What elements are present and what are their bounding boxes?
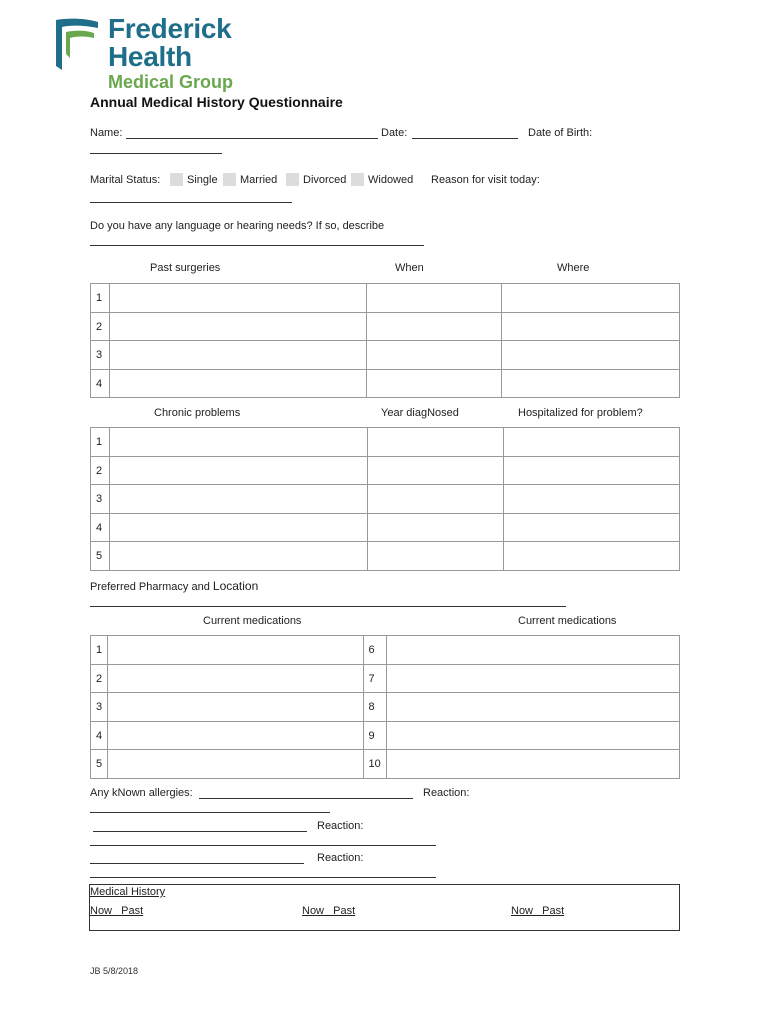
row-number: 2: [91, 313, 110, 341]
checkbox-single[interactable]: [170, 173, 183, 186]
pharmacy-label-location: Location: [212, 579, 259, 593]
row-number: 8: [363, 693, 386, 722]
row-number: 5: [91, 542, 110, 571]
medication-cell[interactable]: [386, 636, 680, 665]
row-number: 1: [91, 636, 108, 665]
chronic-year-cell[interactable]: [367, 485, 504, 514]
date-field[interactable]: [412, 138, 518, 139]
medications-table: [90, 635, 680, 779]
row-number: 2: [91, 665, 108, 693]
reason-visit-field[interactable]: [90, 202, 292, 203]
chronic-problem-cell[interactable]: [109, 428, 367, 457]
reaction-label-2: Reaction:: [317, 820, 364, 832]
medical-history-title: Medical History: [90, 886, 166, 898]
medication-cell[interactable]: [107, 750, 363, 779]
surgery-cell[interactable]: [109, 370, 366, 398]
surgery-where-cell[interactable]: [502, 341, 680, 370]
row-number: 6: [363, 636, 386, 665]
table-row: [91, 485, 680, 514]
surgery-where-cell[interactable]: [502, 370, 680, 398]
table-row: [91, 370, 680, 398]
row-number: 3: [91, 341, 110, 370]
row-number: 2: [91, 457, 110, 485]
surgery-when-cell[interactable]: [366, 370, 502, 398]
surgeries-table: [90, 283, 680, 398]
medical-history-col-1-header: Now Past: [90, 905, 144, 917]
surgery-cell[interactable]: [109, 313, 366, 341]
table-row: [91, 665, 680, 693]
date-label: Date:: [381, 127, 408, 139]
chronic-year-cell[interactable]: [367, 457, 504, 485]
chronic-year-cell[interactable]: [367, 428, 504, 457]
language-question: Do you have any language or hearing needs? If so, describe: [90, 220, 385, 232]
allergy-field-1[interactable]: [199, 798, 413, 799]
table-row: [91, 313, 680, 341]
dob-label: Date of Birth:: [528, 127, 593, 139]
surgery-where-cell[interactable]: [502, 284, 680, 313]
table-row: [91, 636, 680, 665]
medication-cell[interactable]: [107, 693, 363, 722]
checkbox-divorced[interactable]: [286, 173, 299, 186]
row-number: 3: [91, 693, 108, 722]
name-field[interactable]: [126, 138, 378, 139]
dob-field[interactable]: [90, 153, 222, 154]
option-widowed-label: Widowed: [368, 174, 414, 186]
table-row: [91, 457, 680, 485]
row-number: 5: [91, 750, 108, 779]
logo-text-health: Health: [108, 41, 192, 72]
footer-revision: JB 5/8/2018: [90, 966, 139, 976]
reaction-label-1: Reaction:: [423, 787, 470, 799]
surgery-cell[interactable]: [109, 341, 366, 370]
name-label: Name:: [90, 127, 123, 139]
logo-text-medical-group: Medical Group: [108, 72, 234, 92]
surgery-when-cell[interactable]: [366, 313, 502, 341]
marital-status-label: Marital Status:: [90, 174, 161, 186]
surgeries-header-where: Where: [557, 262, 590, 274]
row-number: 1: [91, 284, 110, 313]
row-number: 4: [91, 370, 110, 398]
reaction-label-3: Reaction:: [317, 852, 364, 864]
surgery-where-cell[interactable]: [502, 313, 680, 341]
chronic-year-cell[interactable]: [367, 542, 504, 571]
surgery-when-cell[interactable]: [366, 284, 502, 313]
chronic-problem-cell[interactable]: [109, 542, 367, 571]
allergy-field-3[interactable]: [90, 863, 304, 864]
table-row: [91, 750, 680, 779]
chronic-header-problems: Chronic problems: [154, 407, 241, 419]
pharmacy-field[interactable]: [90, 606, 566, 607]
checkbox-widowed[interactable]: [351, 173, 364, 186]
reason-visit-label: Reason for visit today:: [431, 174, 540, 186]
surgery-when-cell[interactable]: [366, 341, 502, 370]
chronic-hospitalized-cell[interactable]: [504, 485, 680, 514]
medical-history-box: [89, 884, 680, 931]
chronic-year-cell[interactable]: [367, 514, 504, 542]
reaction-field-1[interactable]: [90, 812, 330, 813]
chronic-hospitalized-cell[interactable]: [504, 457, 680, 485]
surgeries-header-past: Past surgeries: [150, 262, 221, 274]
table-row: [91, 284, 680, 313]
frederick-health-logo-icon: [54, 16, 100, 72]
surgeries-header-when: When: [395, 262, 424, 274]
pharmacy-label-text: Preferred Pharmacy and: [90, 581, 213, 593]
chronic-hospitalized-cell[interactable]: [504, 428, 680, 457]
pharmacy-label: [90, 579, 258, 593]
medication-cell[interactable]: [386, 750, 680, 779]
row-number: 1: [91, 428, 110, 457]
table-row: [91, 542, 680, 571]
language-field[interactable]: [90, 245, 424, 246]
row-number: 10: [363, 750, 386, 779]
medication-cell[interactable]: [107, 722, 363, 750]
medication-cell[interactable]: [107, 636, 363, 665]
medications-header-right: Current medications: [518, 615, 617, 627]
chronic-problem-cell[interactable]: [109, 485, 367, 514]
medical-history-col-2-header: Now Past: [302, 905, 356, 917]
chronic-header-year: Year diagNosed: [381, 407, 459, 419]
row-number: 4: [91, 722, 108, 750]
table-row: [91, 693, 680, 722]
medical-history-col-3-header: Now Past: [511, 905, 565, 917]
chronic-hospitalized-cell[interactable]: [504, 542, 680, 571]
medication-cell[interactable]: [386, 722, 680, 750]
row-number: 9: [363, 722, 386, 750]
medication-cell[interactable]: [107, 665, 363, 693]
surgery-cell[interactable]: [109, 284, 366, 313]
medication-cell[interactable]: [386, 665, 680, 693]
table-row: [91, 428, 680, 457]
reaction-field-2[interactable]: [90, 845, 436, 846]
table-row: [91, 514, 680, 542]
medication-cell[interactable]: [386, 693, 680, 722]
option-single-label: Single: [187, 174, 218, 186]
table-row: [91, 341, 680, 370]
reaction-field-3[interactable]: [90, 877, 436, 878]
table-row: [91, 722, 680, 750]
chronic-problem-cell[interactable]: [109, 514, 367, 542]
medications-header-left: Current medications: [203, 615, 302, 627]
allergies-label: Any kNown allergies:: [90, 787, 193, 799]
checkbox-married[interactable]: [223, 173, 236, 186]
chronic-header-hospitalized: Hospitalized for problem?: [518, 407, 643, 419]
row-number: 3: [91, 485, 110, 514]
logo-text-frederick: Frederick: [108, 13, 232, 44]
allergy-field-2[interactable]: [93, 831, 307, 832]
chronic-problem-cell[interactable]: [109, 457, 367, 485]
page-title: Annual Medical History Questionnaire: [90, 94, 343, 110]
option-divorced-label: Divorced: [303, 174, 347, 186]
chronic-hospitalized-cell[interactable]: [504, 514, 680, 542]
row-number: 7: [363, 665, 386, 693]
chronic-table: [90, 427, 680, 571]
row-number: 4: [91, 514, 110, 542]
option-married-label: Married: [240, 174, 278, 186]
